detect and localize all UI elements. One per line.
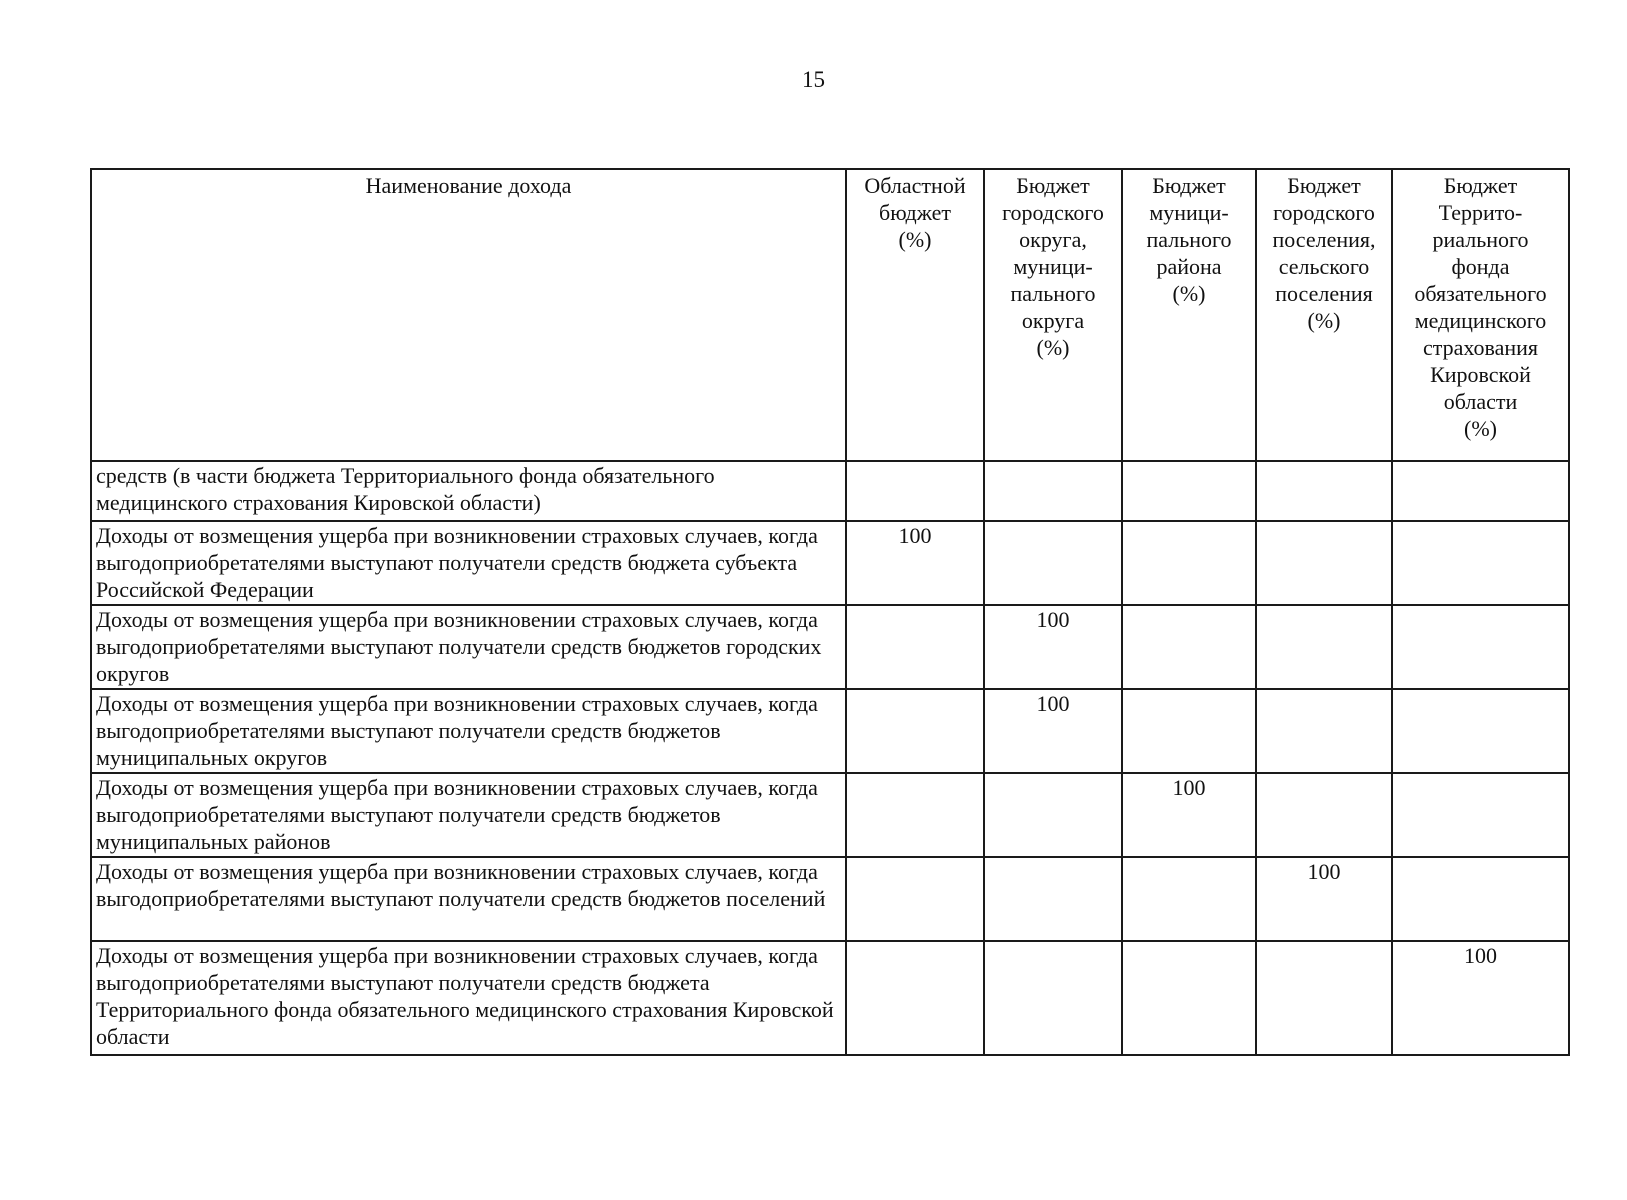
header-label: Бюджет городского поселения, сельского поселения (%) (1272, 173, 1376, 333)
medical-insurance-fund-cell (1392, 689, 1569, 773)
medical-insurance-fund-cell (1392, 857, 1569, 941)
city-district-budget-cell (984, 461, 1122, 521)
medical-insurance-fund-cell (1392, 461, 1569, 521)
city-district-budget-cell (984, 521, 1122, 605)
medical-insurance-fund-cell: 100 (1392, 941, 1569, 1055)
table-row (91, 857, 1569, 941)
regional-budget-cell (846, 461, 984, 521)
header-regional-budget (846, 169, 984, 461)
header-medical-insurance-fund-budget (1392, 169, 1569, 461)
regional-budget-cell (846, 773, 984, 857)
table-row (91, 461, 1569, 521)
table-body (91, 461, 1569, 1055)
municipal-district-budget-cell (1122, 941, 1256, 1055)
settlement-budget-cell (1256, 941, 1392, 1055)
medical-insurance-fund-cell (1392, 521, 1569, 605)
income-name-cell: Доходы от возмещения ущерба при возникновении страховых случаев, когда выгодоприобретателями выступают получатели средств бюджета субъекта Российской Федерации (91, 521, 846, 605)
settlement-budget-cell (1256, 521, 1392, 605)
municipal-district-budget-cell (1122, 521, 1256, 605)
income-name-cell: Доходы от возмещения ущерба при возникновении страховых случаев, когда выгодоприобретателями выступают получатели средств бюджетов поселений (91, 857, 846, 941)
municipal-district-budget-cell (1122, 605, 1256, 689)
table-row (91, 605, 1569, 689)
regional-budget-cell (846, 689, 984, 773)
header-city-district-budget (984, 169, 1122, 461)
header-label: Наименование дохода (365, 173, 572, 198)
table-row (91, 773, 1569, 857)
settlement-budget-cell (1256, 461, 1392, 521)
city-district-budget-cell (984, 773, 1122, 857)
header-label: Областной бюджет (%) (864, 173, 966, 252)
medical-insurance-fund-cell (1392, 773, 1569, 857)
table-row (91, 521, 1569, 605)
header-income-name (91, 169, 846, 461)
income-name-cell: Доходы от возмещения ущерба при возникновении страховых случаев, когда выгодоприобретателями выступают получатели средств бюджетов муниципальных районов (91, 773, 846, 857)
settlement-budget-cell (1256, 689, 1392, 773)
income-name-cell: Доходы от возмещения ущерба при возникновении страховых случаев, когда выгодоприобретателями выступают получатели средств бюджетов городских округов (91, 605, 846, 689)
table-row (91, 689, 1569, 773)
city-district-budget-cell (984, 941, 1122, 1055)
settlement-budget-cell: 100 (1256, 857, 1392, 941)
table-header (91, 169, 1569, 461)
page-number: 15 (802, 67, 825, 92)
header-label: Бюджет муници- пального района (%) (1146, 173, 1232, 306)
table-row (91, 941, 1569, 1055)
city-district-budget-cell: 100 (984, 689, 1122, 773)
city-district-budget-cell (984, 857, 1122, 941)
municipal-district-budget-cell: 100 (1122, 773, 1256, 857)
income-name-cell: Доходы от возмещения ущерба при возникновении страховых случаев, когда выгодоприобретателями выступают получатели средств бюджетов муниципальных округов (91, 689, 846, 773)
regional-budget-cell (846, 941, 984, 1055)
municipal-district-budget-cell (1122, 689, 1256, 773)
header-row (91, 169, 1569, 461)
regional-budget-cell (846, 605, 984, 689)
header-label: Бюджет городского округа, муници- пального округа (%) (1002, 173, 1104, 360)
income-name-cell: средств (в части бюджета Территориального фонда обязательного медицинского страхования Кировской области) (91, 461, 846, 521)
settlement-budget-cell (1256, 773, 1392, 857)
city-district-budget-cell: 100 (984, 605, 1122, 689)
settlement-budget-cell (1256, 605, 1392, 689)
header-municipal-district-budget (1122, 169, 1256, 461)
municipal-district-budget-cell (1122, 461, 1256, 521)
header-label: Бюджет Террито- риального фонда обязательного медицинского страхования Кировской области (%) (1414, 173, 1547, 441)
income-distribution-table (90, 168, 1570, 1056)
regional-budget-cell (846, 857, 984, 941)
regional-budget-cell: 100 (846, 521, 984, 605)
medical-insurance-fund-cell (1392, 605, 1569, 689)
header-settlement-budget (1256, 169, 1392, 461)
income-name-cell: Доходы от возмещения ущерба при возникновении страховых случаев, когда выгодоприобретателями выступают получатели средств бюджета Территориального фонда обязательного медицинского страхования Кировской области (91, 941, 846, 1055)
municipal-district-budget-cell (1122, 857, 1256, 941)
